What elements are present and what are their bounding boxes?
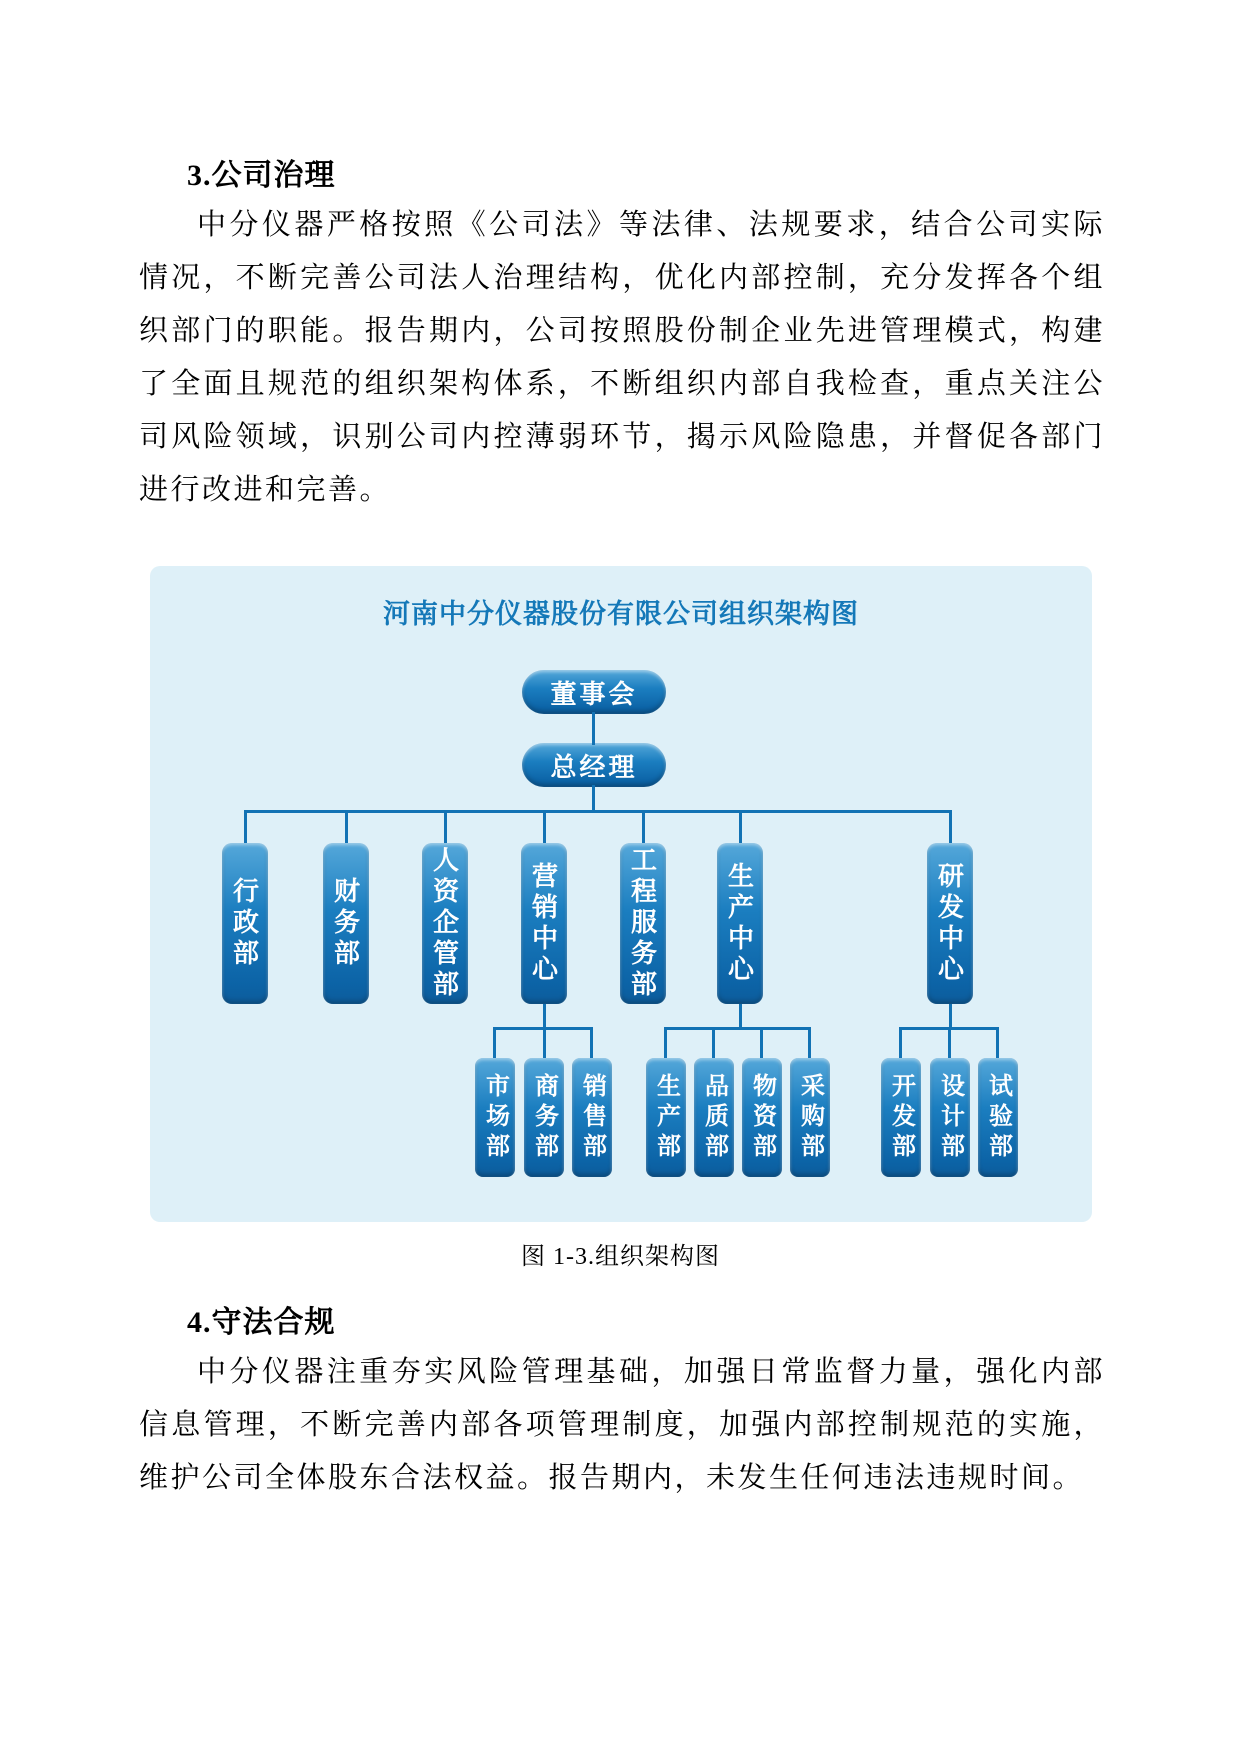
connector-line [739, 810, 742, 844]
org-node-sales-dept-label: 销售部 [578, 1072, 606, 1163]
org-node-production-dept [646, 1058, 686, 1177]
connector-line [493, 1027, 496, 1059]
connector-line [590, 1027, 593, 1059]
org-node-development-dept-label: 开发部 [887, 1072, 915, 1163]
org-node-general-manager [522, 743, 666, 787]
org-node-sales-dept [572, 1058, 612, 1177]
org-node-board [522, 670, 666, 714]
org-node-design-dept [930, 1058, 970, 1177]
section-3-paragraph: 中分仪器严格按照《公司法》等法律、法规要求，结合公司实际情况，不断完善公司法人治理结构，优化内部控制，充分发挥各个组织部门的职能。报告期内，公司按照股份制企业先进管理模式，构建了全面且规范的组织架构体系，不断组织内部自我检查，重点关注公司风险领域，识别公司内控薄弱环节，揭示风险隐患，并督促各部门进行改进和完善。 [139, 209, 1105, 506]
org-node-marketing-center [521, 843, 567, 1004]
connector-line [244, 810, 952, 813]
connector-line [642, 810, 645, 844]
section-4-heading: 4.守法合规 [187, 1306, 336, 1339]
connector-line [592, 785, 595, 813]
section-3-heading: 3.公司治理 [187, 159, 336, 192]
connector-line [948, 1027, 951, 1059]
org-node-rd-center [927, 843, 973, 1004]
org-node-hr-dept-label: 人资企管部 [429, 846, 460, 1001]
org-node-market-dept [475, 1058, 515, 1177]
connector-line [664, 1027, 811, 1030]
org-node-production-center-label: 生产中心 [724, 861, 755, 986]
connector-line [444, 810, 447, 844]
figure-caption: 图 1-3.组织架构图 [521, 1244, 720, 1270]
org-node-materials-dept-label: 物资部 [748, 1072, 776, 1163]
connector-line [808, 1027, 811, 1059]
org-node-production-center [717, 843, 763, 1004]
org-node-development-dept [881, 1058, 921, 1177]
org-node-general-manager-label: 总经理 [550, 751, 638, 782]
org-node-materials-dept [742, 1058, 782, 1177]
connector-line [592, 712, 595, 745]
org-node-testing-dept-label: 试验部 [984, 1072, 1012, 1163]
org-node-purchasing-dept [790, 1058, 830, 1177]
org-node-production-dept-label: 生产部 [652, 1072, 680, 1163]
org-node-marketing-center-label: 营销中心 [528, 861, 559, 986]
connector-line [345, 810, 348, 844]
org-node-engineering-service-dept-label: 工程服务部 [627, 846, 658, 1001]
connector-line [760, 1027, 763, 1059]
connector-line [543, 810, 546, 844]
org-node-admin-dept-label: 行政部 [229, 877, 260, 970]
org-node-commerce-dept-label: 商务部 [530, 1072, 558, 1163]
org-node-design-dept-label: 设计部 [936, 1072, 964, 1163]
org-node-hr-dept [422, 843, 468, 1004]
org-node-admin-dept [222, 843, 268, 1004]
connector-line [899, 1027, 902, 1059]
org-node-board-label: 董事会 [550, 678, 638, 709]
section-4-paragraph: 中分仪器注重夯实风险管理基础，加强日常监督力量，强化内部信息管理，不断完善内部各项管理制度，加强内部控制规范的实施，维护公司全体股东合法权益。报告期内，未发生任何违法违规时间。 [139, 1356, 1105, 1494]
org-node-purchasing-dept-label: 采购部 [796, 1072, 824, 1163]
org-chart-panel [150, 566, 1092, 1222]
connector-line [543, 1027, 546, 1059]
connector-line [949, 810, 952, 844]
org-node-testing-dept [978, 1058, 1018, 1177]
connector-line [244, 810, 247, 844]
org-node-quality-dept [694, 1058, 734, 1177]
connector-line [664, 1027, 667, 1059]
org-node-quality-dept-label: 品质部 [700, 1072, 728, 1163]
org-node-commerce-dept [524, 1058, 564, 1177]
org-chart-title: 河南中分仪器股份有限公司组织架构图 [383, 599, 859, 629]
connector-line [712, 1027, 715, 1059]
org-node-rd-center-label: 研发中心 [934, 861, 965, 986]
org-node-market-dept-label: 市场部 [481, 1072, 509, 1163]
org-node-finance-dept [323, 843, 369, 1004]
org-node-engineering-service-dept [620, 843, 666, 1004]
connector-line [996, 1027, 999, 1059]
org-node-finance-dept-label: 财务部 [330, 877, 361, 970]
